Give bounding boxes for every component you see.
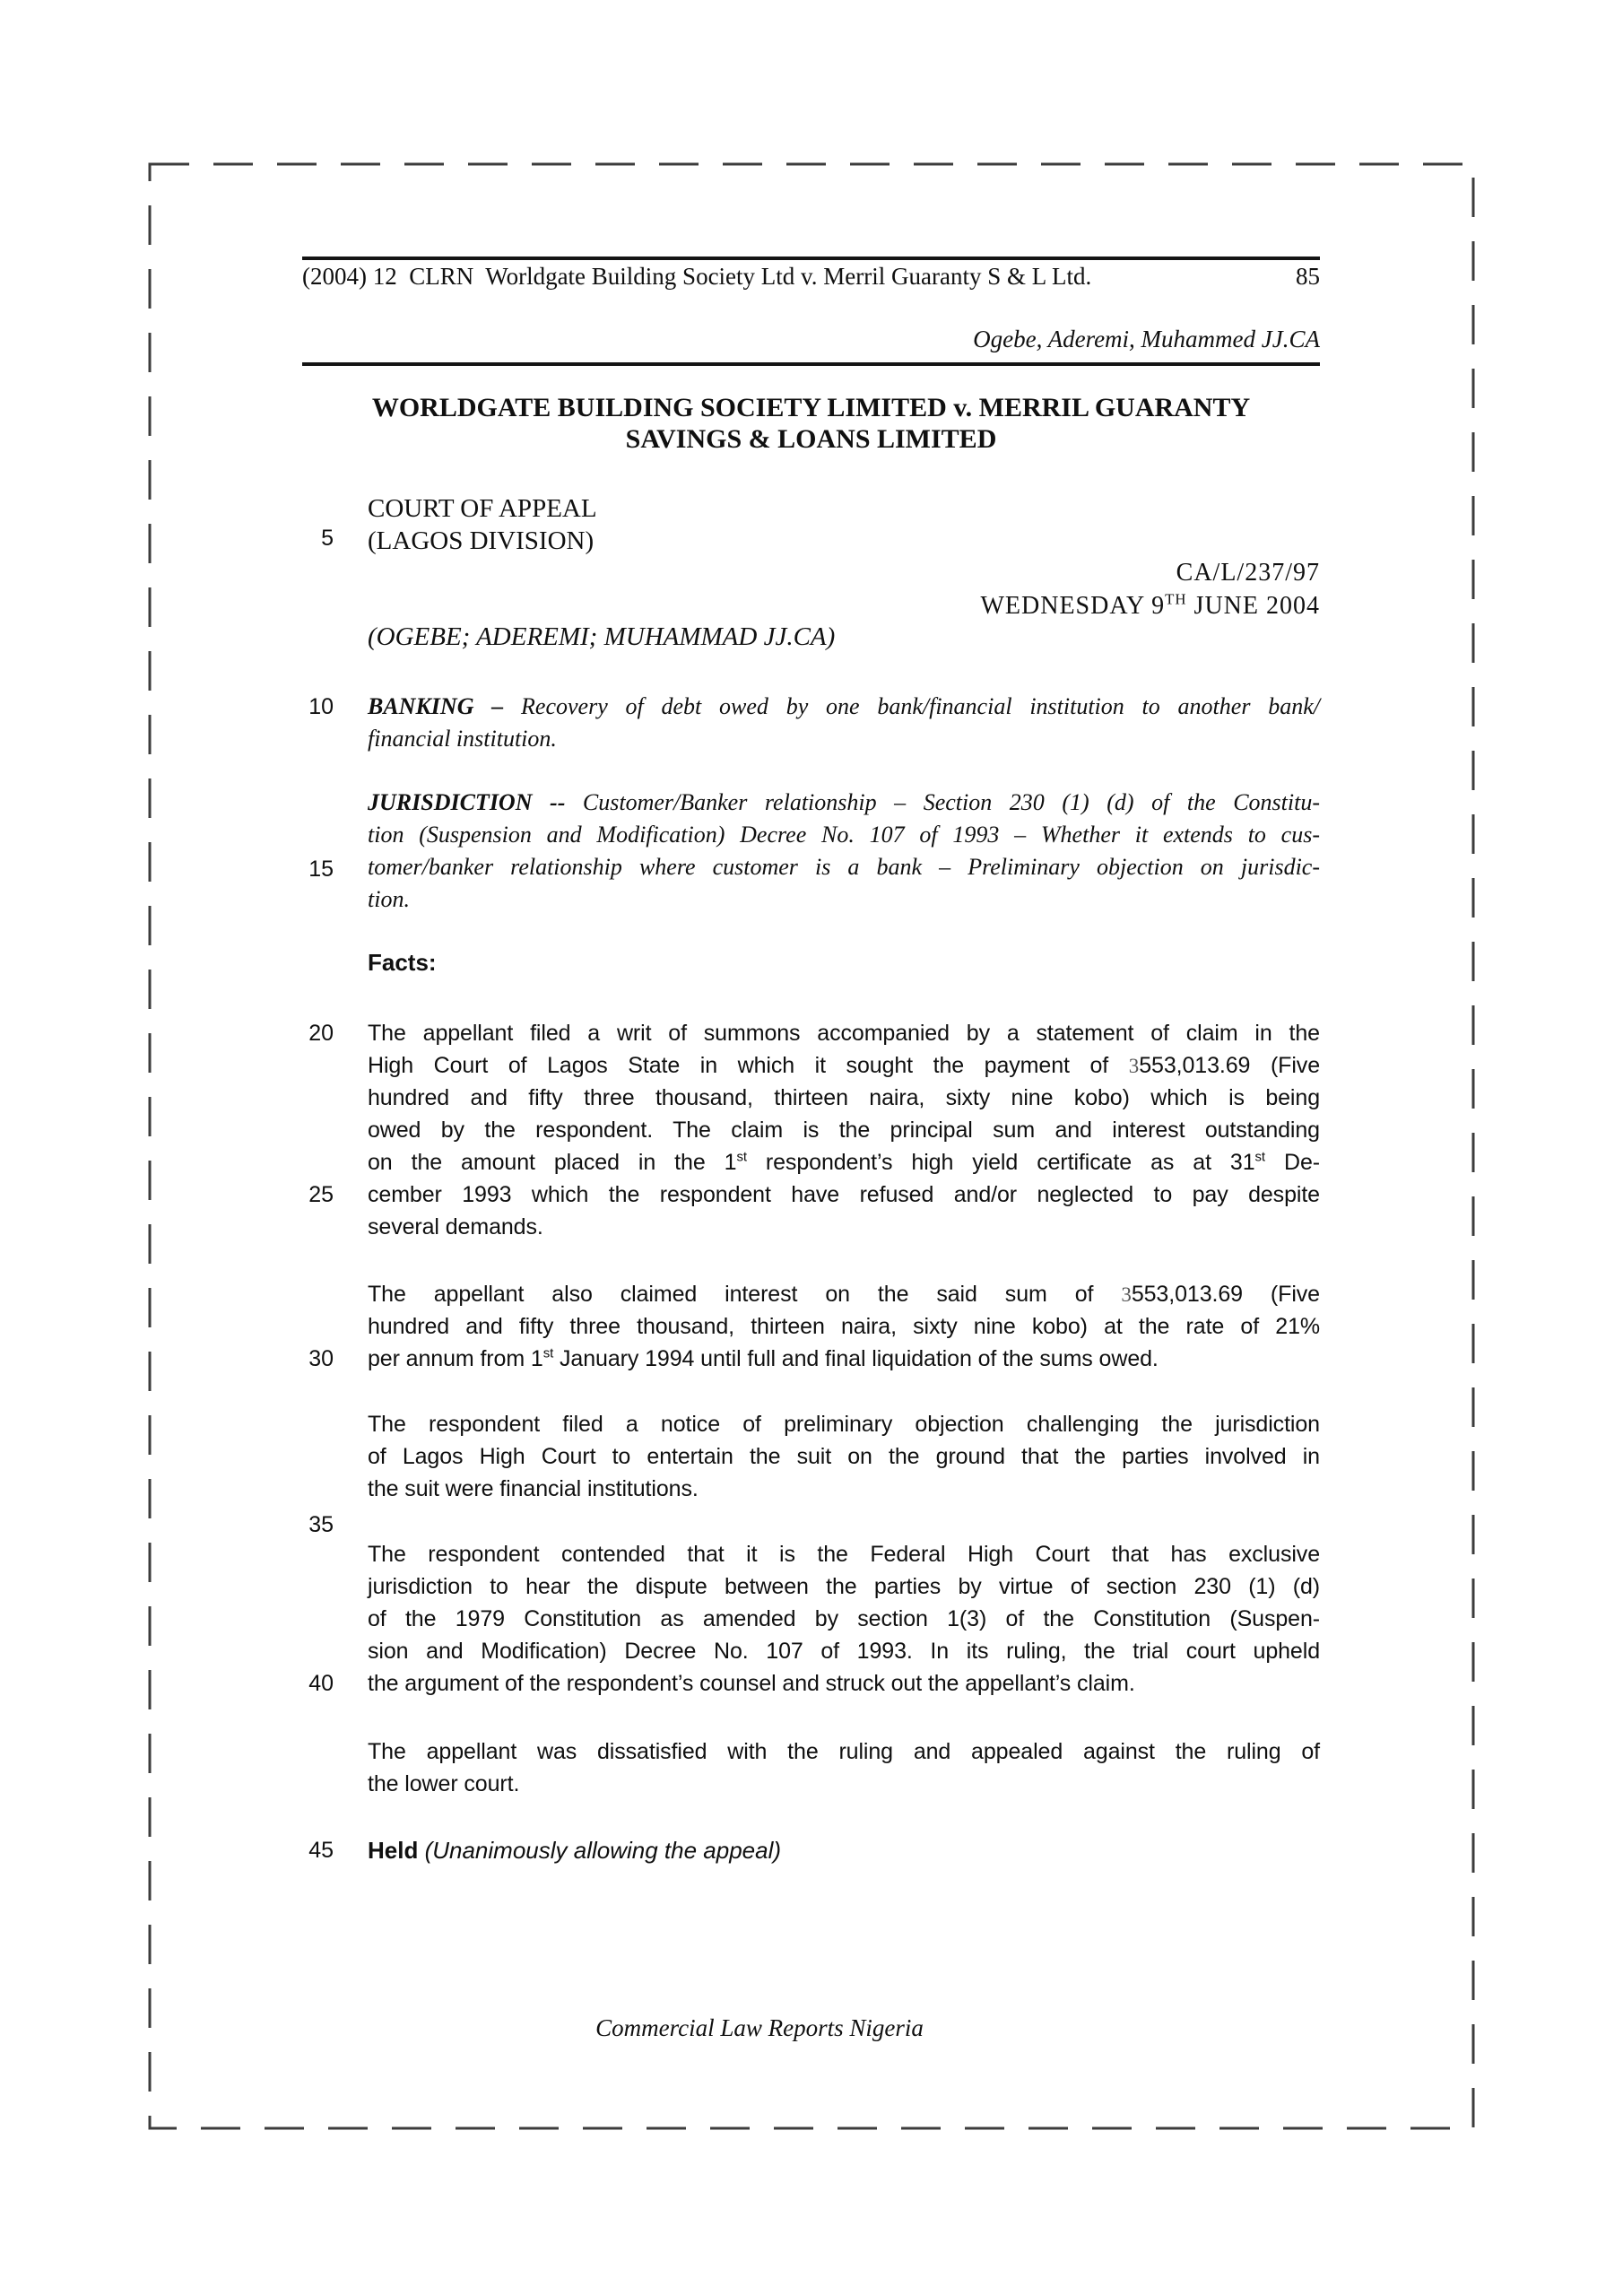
line-number: 30 bbox=[308, 1346, 334, 1371]
text-line: The appellant filed a writ of summons accompanied by a statement of claim in the bbox=[368, 1021, 1320, 1046]
text-line: The respondent filed a notice of preliminary objection challenging the jurisdiction bbox=[368, 1412, 1320, 1437]
held-line bbox=[368, 1834, 1320, 1866]
catchword-line: tion. bbox=[368, 886, 410, 912]
text-line: jurisdiction to hear the dispute between the parties by virtue of section 230 (1) (d) bbox=[368, 1574, 1320, 1599]
line-number: 20 bbox=[308, 1021, 334, 1046]
running-header-judges: Ogebe, Aderemi, Muhammed JJ.CA bbox=[973, 326, 1320, 352]
text-line: hundred and fifty three thousand, thirteen naira, sixty nine kobo) at the rate of 21% bbox=[368, 1314, 1320, 1339]
text-line: cember 1993 which the respondent have refused and/or neglected to pay despite bbox=[368, 1182, 1320, 1207]
held-text: (Unanimously allowing the appeal) bbox=[418, 1837, 782, 1864]
text-line: The appellant also claimed interest on the said sum of 3553,013.69 (Five bbox=[368, 1282, 1320, 1307]
line-number: 5 bbox=[321, 526, 334, 551]
text-line: hundred and fifty three thousand, thirteen naira, sixty nine kobo) which is being bbox=[368, 1085, 1320, 1110]
case-info bbox=[368, 556, 1320, 622]
line-number: 45 bbox=[308, 1838, 334, 1863]
text-line: the suit were financial institutions. bbox=[368, 1476, 699, 1501]
facts-paragraph bbox=[368, 1538, 1320, 1700]
facts-paragraph bbox=[368, 1017, 1320, 1243]
text-line: per annum from 1st January 1994 until full and final liquidation of the sums owed. bbox=[368, 1345, 1159, 1371]
catchword-paragraph bbox=[368, 691, 1320, 755]
text-line: on the amount placed in the 1st respondent’s high yield certificate as at 31st De- bbox=[368, 1149, 1320, 1175]
line-number: 35 bbox=[308, 1512, 334, 1537]
text-line: of Lagos High Court to entertain the suit on the ground that the parties involved in bbox=[368, 1444, 1320, 1469]
court-division: (LAGOS DIVISION) bbox=[368, 526, 595, 555]
naira-sign-glyph: 3 bbox=[1128, 1055, 1140, 1077]
facts-paragraph bbox=[368, 1735, 1320, 1800]
facts-heading: Facts: bbox=[368, 949, 437, 976]
text-line: of the 1979 Constitution as amended by section 1(3) of the Constitution (Suspen- bbox=[368, 1606, 1320, 1631]
catchword-paragraph bbox=[368, 787, 1320, 916]
catchword-line: tion (Suspension and Modification) Decree No. 107 of 1993 – Whether it extends to cus- bbox=[368, 822, 1320, 848]
header-top-rule bbox=[302, 257, 1320, 260]
text-line: the lower court. bbox=[368, 1771, 520, 1796]
text-line: sion and Modification) Decree No. 107 of 1993. In its ruling, the trial court upheld bbox=[368, 1639, 1320, 1664]
header-bottom-rule bbox=[302, 362, 1320, 366]
court-block bbox=[368, 492, 1320, 557]
catchword-line: BANKING – Recovery of debt owed by one bank/financial institution to another bank/ bbox=[368, 693, 1320, 719]
line-number: 25 bbox=[308, 1182, 334, 1207]
running-header bbox=[302, 262, 1320, 291]
line-number: 40 bbox=[308, 1671, 334, 1696]
catchword-line: tomer/banker relationship where customer is a bank – Preliminary objection on jurisdic- bbox=[368, 854, 1320, 880]
catchword-subject: JURISDICTION -- bbox=[368, 789, 583, 815]
catchword-line: financial institution. bbox=[368, 726, 557, 752]
text-line: the argument of the respondent’s counsel and struck out the appellant’s claim. bbox=[368, 1671, 1135, 1696]
page-number: 85 bbox=[1296, 263, 1320, 290]
footer-publication-name: Commercial Law Reports Nigeria bbox=[595, 2014, 924, 2041]
case-number: CA/L/237/97 bbox=[1176, 559, 1320, 587]
text-line: owed by the respondent. The claim is the principal sum and interest outstanding bbox=[368, 1118, 1320, 1143]
line-number: 10 bbox=[308, 694, 334, 719]
text-line: several demands. bbox=[368, 1214, 543, 1239]
naira-sign-glyph: 3 bbox=[1121, 1283, 1132, 1306]
case-title-line2: SAVINGS & LOANS LIMITED bbox=[625, 424, 997, 454]
text-line: The respondent contended that it is the Federal High Court that has exclusive bbox=[368, 1542, 1320, 1567]
text-line: High Court of Lagos State in which it sought the payment of 3553,013.69 (Five bbox=[368, 1053, 1320, 1078]
held-label: Held bbox=[368, 1837, 419, 1864]
case-title-line1: WORLDGATE BUILDING SOCIETY LIMITED v. MERRIL GUARANTY bbox=[371, 393, 1251, 422]
line-number: 15 bbox=[308, 857, 334, 882]
catchword-line: JURISDICTION -- Customer/Banker relationship – Section 230 (1) (d) of the Constitu- bbox=[368, 789, 1320, 815]
case-title bbox=[302, 392, 1320, 455]
coram: (OGEBE; ADEREMI; MUHAMMAD JJ.CA) bbox=[368, 622, 836, 651]
text-line: The appellant was dissatisfied with the ruling and appealed against the ruling of bbox=[368, 1739, 1320, 1764]
court-name: COURT OF APPEAL bbox=[368, 494, 597, 523]
catchword-subject: BANKING – bbox=[368, 693, 522, 719]
facts-paragraph bbox=[368, 1408, 1320, 1505]
judgment-date: WEDNESDAY 9TH JUNE 2004 bbox=[980, 590, 1320, 620]
facts-paragraph bbox=[368, 1278, 1320, 1375]
running-header-citation: (2004) 12 CLRN Worldgate Building Society Ltd v. Merril Guaranty S & L Ltd. bbox=[302, 263, 1092, 290]
